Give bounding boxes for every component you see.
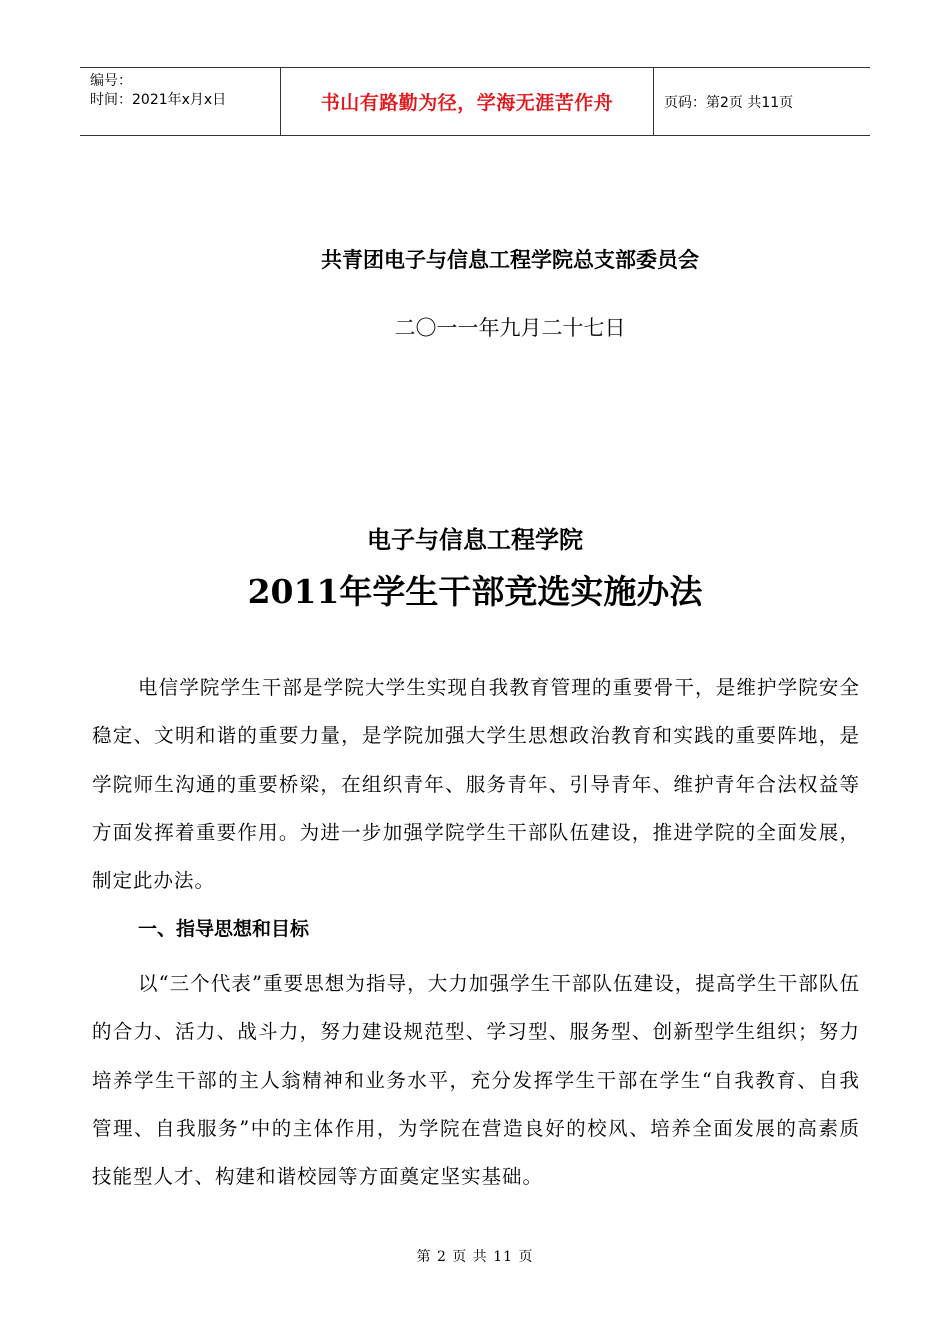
document-title: 2011年学生干部竞选实施办法 bbox=[247, 572, 703, 611]
number-label: 编号： bbox=[90, 73, 132, 89]
header-motto: 书山有路勤为径，学海无涯苦作舟 bbox=[281, 68, 654, 135]
header-page-info: 页码：第2页 共11页 bbox=[664, 94, 794, 111]
time-label: 时间：2021年x月x日 bbox=[90, 92, 227, 108]
document-subtitle: 电子与信息工程学院 bbox=[367, 526, 583, 554]
header-meta bbox=[80, 68, 281, 135]
organization-name: 共青团电子与信息工程学院总支部委员会 bbox=[321, 248, 699, 272]
page-footer: 第 2 页 共 11 页 bbox=[416, 1249, 534, 1265]
page-header bbox=[80, 67, 870, 136]
section-heading: 一、指导思想和目标 bbox=[138, 918, 310, 940]
issue-date: 二〇一一年九月二十七日 bbox=[394, 316, 626, 340]
intro-paragraph: 电信学院学生干部是学院大学生实现自我教育管理的重要骨干，是维护学院安全稳定、文明和谐的重要力量，是学院加强大学生思想政治教育和实践的重要阵地，是学院师生沟通的重要桥梁，在组织青年、服务青年、引导青年、维护青年合法权益等方面发挥着重要作用。为进一步加强学院学生干部队伍建设，推进学院的全面发展，制定此办法。 bbox=[92, 676, 860, 893]
section-paragraph: 以“三个代表”重要思想为指导，大力加强学生干部队伍建设，提高学生干部队伍的合力、活力、战斗力，努力建设规范型、学习型、服务型、创新型学生组织；努力培养学生干部的主人翁精神和业务水平，充分发挥学生干部在学生“自我教育、自我管理、自我服务”中的主体作用，为学院在营造良好的校风、培养全面发展的高素质技能型人才、构建和谐校园等方面奠定坚实基础。 bbox=[92, 972, 860, 1189]
